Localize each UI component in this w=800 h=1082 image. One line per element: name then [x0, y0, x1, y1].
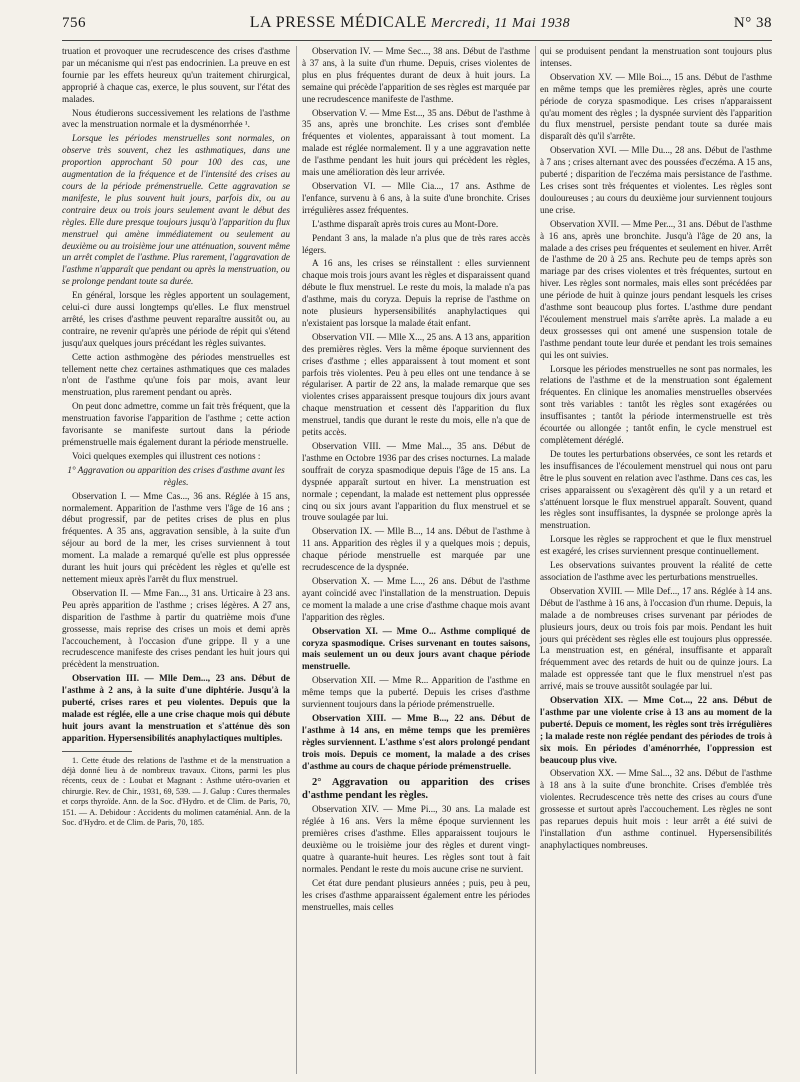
observation: Observation XV. — Mlle Boi..., 15 ans. Début de l'asthme en même temps que les premières règles, après une courte période de coryza spasmodique. Les crises n'apparaissent qu'au moment des règles ; la dyspnée survient dès l'apparition du flux menstruel, persiste pendant toute sa durée mais disparaît dès qu'il s'arrête. — [540, 71, 772, 142]
paragraph: Cette action asthmogène des périodes menstruelles est tellement nette chez certaines asthmatiques que ces malades n'ont de l'asthme qu'une fois par mois, avant leur menstruation, plus rarement pendant ou après. — [62, 351, 290, 398]
paragraph: On peut donc admettre, comme un fait très fréquent, que la menstruation favorise l'apparition de l'asthme ; cette action favorisante se manifeste surtout dans la période prémenstruelle mais également durant la période menstruelle. — [62, 401, 290, 447]
paragraph: A 16 ans, les crises se réinstallent : elles surviennent chaque mois trois jours avant les règles et disparaissent quand débute le flux menstruel. Le reste du mois, la malade n'a pas d'asthme, mais du coryza. Depuis la reprise de l'asthme on note plusieurs hypersensibilités anaphylactiques qui n'existaient pas lorsque la malade était enfant. — [302, 258, 530, 328]
observation: Observation XII. — Mme R... Apparition de l'asthme en même temps que la puberté. Depuis les crises d'asthme surviennent toujours dans la période prémenstruelle. — [302, 675, 530, 710]
observation: Observation III. — Mlle Dem..., 23 ans. Début de l'asthme à 2 ans, à la suite d'une diphtérie. Jusqu'à la puberté, crises rares et peu violentes. Depuis que la malade est réglée, elle a une crise chaque mois qui débute huit jours avant la menstruation et s'atténue dès son apparition. Hypersensibilités anaphylactiques multiples. — [62, 673, 290, 743]
paragraph: L'asthme disparaît après trois cures au Mont-Dore. — [312, 218, 499, 229]
paragraph: Pendant 3 ans, la malade n'a plus que de très rares accès légers. — [302, 232, 530, 255]
observation: Observation VII. — Mlle X..., 25 ans. A 13 ans, apparition des premières règles. Vers la même époque surviennent des crises d'asthme ; elles apparaissent à tout moment et sont parfois très violentes. Peu à peu elles ont une tendance à se régulariser. A partir de 22 ans, la malade remarque que ses violentes crises apparaissent presque toujours dix jours avant chaque menstruation et cessent dès l'apparition du flux menstruel, tandis que durant le reste du mois, elle n'a que de petits accès. — [302, 331, 530, 438]
observation: Observation V. — Mme Est..., 35 ans. Début de l'asthme à 35 ans, après une bronchite. Les crises sont d'emblée fréquentes et violentes, apparaissant à tout moment. La malade est réglée normalement. Il y a une aggravation nette de l'asthme pendant les huit jours qui précèdent les règles, mais une amélioration dès leur arrivée. — [302, 107, 530, 178]
paragraph: truation et provoquer une recrudescence des crises d'asthme par un mécanisme qui n'est pas endocrinien. La preuve en est fournie par les effets heureux qu'un traitement chirurgical, approprié à chaque cas, exerce, le plus souvent, sur l'état des malades. — [62, 46, 290, 104]
journal-title: LA PRESSE MÉDICALE — [249, 14, 427, 31]
column-2 — [302, 46, 530, 916]
section-subheading: 2° Aggravation ou apparition des crises d'asthme pendant les règles. — [302, 777, 530, 802]
paragraph: Lorsque les périodes menstruelles sont normales, on observe très souvent, chez les asthmatiques, dans une proportion approchant 50 pour 100 des cas, une augmentation de la fréquence et de l'intensité des crises au cours de la période prémenstruelle. Cette aggravation se manifeste, le plus souvent huit jours, parfois dix, ou au contraire deux ou trois jours seulement avant le début des règles. Elle dure presque toujours jusqu'à l'apparition du flux menstruel qui amène immédiatement ou seulement au deuxième ou au troisième jour une atténuation, souvent même un arrêt complet de l'asthme. Plus rarement, l'aggravation de l'asthme n'apparaît que pendant ou après la menstruation, ou se prolonge pendant toute sa durée. — [62, 133, 290, 287]
paragraph: Voici quelques exemples qui illustrent ces notions : — [72, 450, 261, 461]
observation: Observation XI. — Mme O... Asthme compliqué de coryza spasmodique. Crises survenant en toutes saisons, mais seulement un ou deux jours avant chaque période menstruelle. — [302, 625, 530, 672]
column-3 — [540, 46, 772, 854]
paragraph: Cet état dure pendant plusieurs années ; puis, peu à peu, les crises d'asthme apparaissent également entre les périodes menstruelles, mais celles — [302, 877, 530, 912]
paragraph: Lorsque les règles se rapprochent et que le flux menstruel est exagéré, les crises surviennent presque continuellement. — [540, 534, 772, 557]
observation: Observation XVII. — Mme Per..., 31 ans. Début de l'asthme à 16 ans, après une bronchite. Jusqu'à l'âge de 20 ans, la malade a des crises peu fréquentes et seulement en hiver. Arrêt de l'asthme de 20 à 25 ans. Rechute peu de temps après son mariage par des crises violentes et très fréquentes, surtout en hiver. Les règles sont normales, mais elles sont précédées par une période de huit à quinze jours pendant lesquels les crises d'asthme sont beaucoup plus fortes. L'asthme dure pendant l'écoulement menstruel mais s'arrête après. La malade a eu deux grossesses qui ont amené une suspension totale de l'asthme pendant toute leur durée et pendant les trois semaines qui les ont suivies. — [540, 218, 772, 360]
paragraph: De toutes les perturbations observées, ce sont les retards et les insuffisances de l'écoulement menstruel qui nous ont paru être le plus souvent en relation avec l'asthme. Dans ces cas, les crises apparaissent ou s'exagèrent dès qu'il y a un retard et s'atténuent lorsque le flux menstruel apparaît. Souvent, quand les règles sont insuffisantes, la dyspnée se prolonge après la menstruation. — [540, 448, 772, 531]
column-divider — [535, 46, 536, 1074]
observation: Observation VI. — Mlle Cia..., 17 ans. Asthme de l'enfance, survenu à 6 ans, à la suite d'une bronchite. Crises irrégulières assez fréquentes. — [302, 180, 530, 215]
section-subheading: 1° Aggravation ou apparition des crises d'asthme avant les règles. — [67, 464, 285, 487]
page-number: 756 — [62, 15, 86, 31]
observation: Observation IV. — Mme Sec..., 38 ans. Début de l'asthme à 37 ans, à la suite d'un rhume. Depuis, crises violentes de plus en plus fréquentes durant de deux à huit jours. La semaine qui précède l'apparition de ses règles est marquée par une recrudescence manifeste de l'asthme. — [302, 46, 530, 104]
observation: Observation XIV. — Mme Pi..., 30 ans. La malade est réglée à 16 ans. Vers la même époque surviennent les premières crises d'asthme. Elles apparaissent toujours le deuxième ou le troisième jour des règles et durent vingt-quatre à quarante-huit heures. Les règles sont tout à fait normales. Pendant le reste du mois aucune crise ne survient. — [302, 804, 530, 874]
observation: Observation X. — Mme L..., 26 ans. Début de l'asthme ayant coïncidé avec l'installation de la menstruation. Depuis ce moment la malade a une crise d'asthme chaque mois avant l'apparition des règles. — [302, 575, 530, 622]
footnote-rule — [62, 751, 132, 752]
paragraph: En général, lorsque les règles apportent un soulagement, celui-ci dure aussi longtemps qu'elles. Le flux menstruel arrêté, les crises d'asthme peuvent reparaître aussitôt ou, au contraire, ne revenir qu'après une période de répit qui s'étend jusqu'aux quelques jours précédant les règles suivantes. — [62, 290, 290, 348]
header-rule — [62, 40, 772, 41]
page-header — [62, 14, 772, 38]
column-1 — [62, 46, 290, 831]
footnote: 1. Cette étude des relations de l'asthme et de la menstruation a déjà donné lieu à de nombreux travaux. Citons, parmi les plus récents, ceux de : Loubat et Magnant : Asthme utéro-ovarien et chirurgie. Rev. de Chir., 1931, 69, 539. — J. Galup : Cures thermales et corps thyroïde. Ann. de la Soc. d'Hydro. et de Clim. de Paris, 70, 151. — A. Debidour : Accidents du molimen cataménial. Ann. de la Soc. d'Hydro. et de Clim. de Paris, 70, 185. — [62, 755, 290, 828]
column-divider — [296, 46, 297, 1074]
observation: Observation I. — Mme Cas..., 36 ans. Réglée à 15 ans, normalement. Apparition de l'asthme vers l'âge de 16 ans ; début progressif, par de petites crises de plus en plus fréquentes. A 35 ans, aggravation sensible, à la suite d'un séjour au bord de la mer, les crises surviennent à tout moment. La malade a remarqué qu'elle est plus oppressée durant les huit jours qui précèdent les règles et qu'elle est nettement mieux après l'arrêt du flux menstruel. — [62, 490, 290, 584]
observation: Observation XIX. — Mme Cot..., 22 ans. Début de l'asthme par une violente crise à 13 ans au moment de la puberté. Depuis ce moment, les règles sont très irrégulières ; la malade reste non réglée pendant des périodes de trois à six mois. En périodes d'aménorrhée, l'oppression est beaucoup plus vive. — [540, 695, 772, 765]
paragraph: qui se produisent pendant la menstruation sont toujours plus intenses. — [540, 46, 772, 68]
journal-title-line — [250, 14, 570, 32]
observation: Observation II. — Mme Fan..., 31 ans. Urticaire à 23 ans. Peu après apparition de l'asthme ; crises légères. A 27 ans, disparition de l'asthme à partir du quatrième mois d'une grossesse, mais reprise des crises un mois et demi après l'accouchement, à l'occasion d'une grippe. Il y a une recrudescence manifeste des crises pendant les huit jours qui précèdent la menstruation. — [62, 587, 290, 670]
observation: Observation VIII. — Mme Mal..., 35 ans. Début de l'asthme en Octobre 1936 par des crises nocturnes. La malade souffrait de coryza spasmodique depuis l'âge de 15 ans. La dyspnée apparaît surtout en hiver. La menstruation est normale ; cependant, la malade est nettement plus oppressée cinq ou six jours avant l'apparition du flux menstruel et se trouve soulagée par lui. — [302, 441, 530, 523]
observation: Observation XVI. — Mlle Du..., 28 ans. Début de l'asthme à 7 ans ; crises alternant avec des poussées d'eczéma. A 15 ans, puberté ; disparition de l'eczéma mais persistance de l'asthme. Les crises sont très fréquentes et violentes. Les règles sont douloureuses ; au cours du deuxième jour surviennent toujours une crise. — [540, 145, 772, 215]
paragraph: Nous étudierons successivement les relations de l'asthme avec la menstruation normale et la dysménorrhée ¹. — [62, 107, 290, 130]
issue-number: N° 38 — [733, 15, 772, 31]
issue-date: Mercredi, 11 Mai 1938 — [431, 16, 571, 31]
observation: Observation XIII. — Mme B..., 22 ans. Début de l'asthme à 14 ans, en même temps que les premières règles surviennent. L'asthme s'est alors prolongé pendant trois mois. Depuis ce moment, la malade a des crises d'asthme au cours de chaque période prémenstruelle. — [302, 712, 530, 771]
paragraph: Les observations suivantes prouvent la réalité de cette association de l'asthme avec les perturbations menstruelles. — [540, 560, 772, 582]
paragraph: Lorsque les périodes menstruelles ne sont pas normales, les relations de l'asthme et de la menstruation sont également fréquentes. En clinique les anomalies menstruelles observées sont très variables : tantôt les règles sont exagérées ou insuffisantes ; tantôt la période intermenstruelle est très écourtée ou allongée ; tantôt enfin, le cycle menstruel est complètement déréglé. — [540, 363, 772, 445]
observation: Observation XX. — Mme Sal..., 32 ans. Début de l'asthme à 18 ans à la suite d'une bronchite. Crises d'emblée très violentes. Recrudescence très nette des crises au cours d'une grossesse et surtout après l'accouchement. Les règles ne sont pas reparues depuis huit mois : leur arrêt a été suivi de l'installation d'un asthme continuel. Hypersensibilités anaphylactiques nombreuses. — [540, 768, 772, 850]
observation: Observation XVIII. — Mlle Def..., 17 ans. Réglée à 14 ans. Début de l'asthme à 16 ans, à l'occasion d'un rhume. Depuis, la malade a de nombreuses crises survenant par périodes de plusieurs jours, deux ou trois fois par mois. Pendant les huit jours qui précèdent ses règles elle est toujours plus oppressée. La menstruation est, en général, insuffisante et apparaît fréquemment avec des retards de huit ou de quinze jours. La malade est oppressée tant que le flux menstruel n'est pas arrivé, mais se trouve aussitôt soulagée par lui. — [540, 585, 772, 692]
observation: Observation IX. — Mlle B..., 14 ans. Début de l'asthme à 11 ans. Apparition des règles il y a quelques mois ; depuis, chaque période menstruelle est marquée par une recrudescence de la dyspnée. — [302, 526, 530, 573]
